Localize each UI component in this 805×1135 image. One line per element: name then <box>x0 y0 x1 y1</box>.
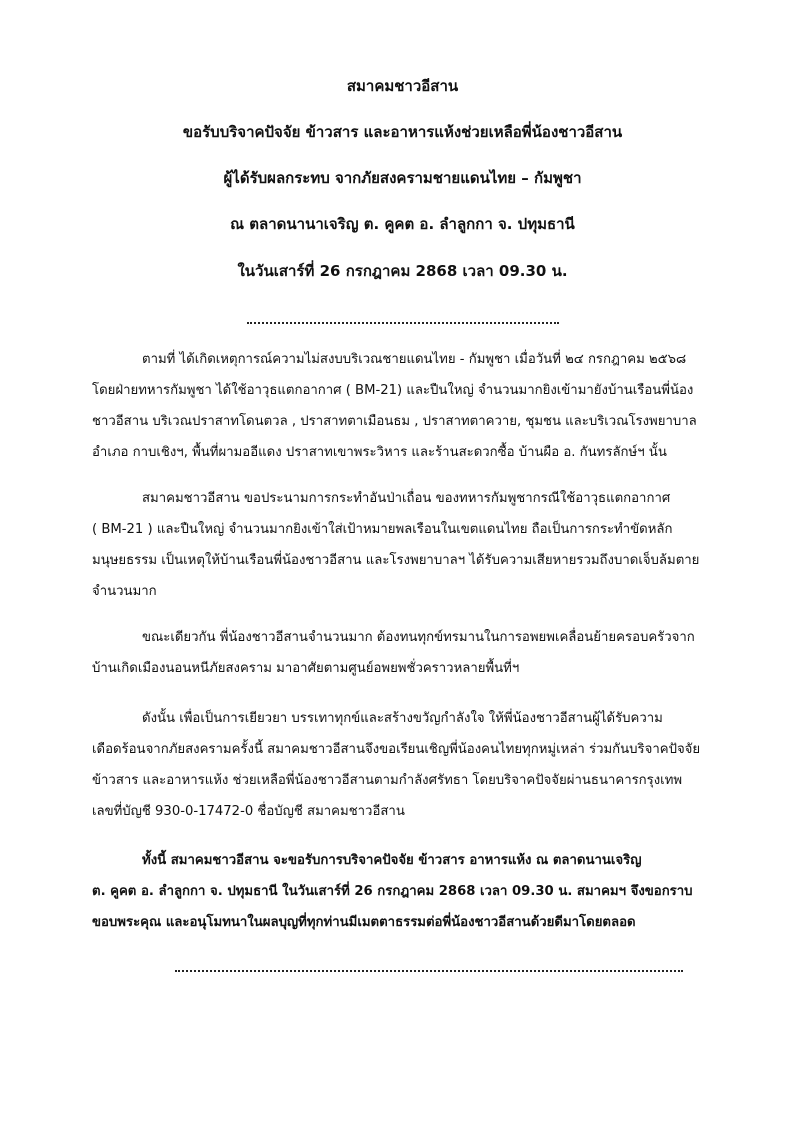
paragraph-line: จำนวนมาก <box>92 584 157 599</box>
organization-title: สมาคมชาวอีสาน <box>346 77 459 95</box>
bottom-dotted-divider <box>175 970 683 972</box>
paragraph-line: สมาคมชาวอีสาน ขอประนามการกระทำอันป่าเถื่อน ของทหารกัมพูชากรณีใช้อาวุธแตกอากาศ <box>142 491 671 506</box>
paragraph-condemnation <box>92 483 720 607</box>
bank-account-line: เลขที่บัญชี 930-0-17472-0 ชื่อบัญชี สมาคมชาวอีสาน <box>92 804 405 819</box>
paragraph-line: ตามที่ ได้เกิดเหตุการณ์ความไม่สงบบริเวณชายแดนไทย - กัมพูชา เมื่อวันที่ ๒๔ กรกฎาคม ๒๕๖๘ <box>142 352 687 367</box>
paragraph-line: ขอบพระคุณ และอนุโมทนาในผลบุญที่ทุกท่านมีเมตตาธรรมต่อพี่น้องชาวอีสานด้วยดีมาโดยตลอด <box>92 915 636 930</box>
appeal-title: ขอรับบริจาคปัจจัย ข้าวสาร และอาหารแห้งช่วยเหลือพี่น้องชาวอีสาน <box>182 123 623 141</box>
paragraph-donation-request <box>92 703 720 827</box>
paragraph-line: ดังนั้น เพื่อเป็นการเยียวยา บรรเทาทุกข์และสร้างขวัญกำลังใจ ให้พี่น้องชาวอีสานผู้ได้รับความ <box>142 711 663 726</box>
paragraph-line: บ้านเกิดเมืองนอนหนีภัยสงคราม มาอาศัยตามศูนย์อพยพชั่วคราวหลายพื้นที่ฯ <box>92 661 520 676</box>
paragraph-line: อำเภอ กาบเชิงฯ, พื้นที่ผามออีแดง ปราสาทเขาพระวิหาร และร้านสะดวกซื้อ บ้านผือ อ. กันทรลักษ์ฯ นั้น <box>92 445 667 460</box>
top-dotted-divider <box>247 322 559 324</box>
paragraph-closing <box>92 845 732 938</box>
paragraph-line: ขณะเดียวกัน พี่น้องชาวอีสานจำนวนมาก ต้องทนทุกข์ทรมานในการอพยพเคลื่อนย้ายครอบครัวจาก <box>142 630 695 645</box>
location-line: ณ ตลาดนานาเจริญ ต. คูคต อ. ลำลูกกา จ. ปทุมธานี <box>230 215 575 233</box>
paragraph-line: ต. คูคต อ. ลำลูกกา จ. ปทุมธานี ในวันเสาร์ที่ 26 กรกฎาคม 2868 เวลา 09.30 น. สมาคมฯ จึงขอกราบ <box>92 884 693 899</box>
paragraph-line: ชาวอีสาน บริเวณปราสาทโดนตวล , ปราสาทตาเมือนธม , ปราสาทตาควาย, ชุมชน และบริเวณโรงพยาบาล <box>92 414 697 429</box>
paragraph-line: ทั้งนี้ สมาคมชาวอีสาน จะขอรับการบริจาคปัจจัย ข้าวสาร อาหารแห้ง ณ ตลาดนานเจริญ <box>142 853 642 868</box>
paragraph-line: โดยฝ่ายทหารกัมพูชา ได้ใช้อาวุธแตกอากาศ ( BM-21) และปืนใหญ่ จำนวนมากยิงเข้ามายังบ้านเรือนพี่น้อง <box>92 383 694 398</box>
paragraph-incident <box>92 344 720 468</box>
paragraph-line: มนุษยธรรม เป็นเหตุให้บ้านเรือนพี่น้องชาวอีสาน และโรงพยาบาลฯ ได้รับความเสียหายรวมถึงบาดเจ็บล้มตาย <box>92 553 700 568</box>
affected-subtitle: ผู้ได้รับผลกระทบ จากภัยสงครามชายแดนไทย – กัมพูชา <box>223 169 582 187</box>
paragraph-evacuation <box>92 622 720 684</box>
paragraph-line: เดือดร้อนจากภัยสงครามครั้งนี้ สมาคมชาวอีสานจึงขอเรียนเชิญพี่น้องคนไทยทุกหมู่เหล่า ร่วมกันบริจาคปัจจัย <box>92 742 701 757</box>
paragraph-line: ( BM-21 ) และปืนใหญ่ จำนวนมากยิงเข้าใส่เป้าหมายพลเรือนในเขตแดนไทย ถือเป็นการกระทำขัดหลัก <box>92 522 673 537</box>
paragraph-line: ข้าวสาร และอาหารแห้ง ช่วยเหลือพี่น้องชาวอีสานตามกำลังศรัทธา โดยบริจาคปัจจัยผ่านธนาคารกรุงเทพ <box>92 773 683 788</box>
date-time-line: ในวันเสาร์ที่ 26 กรกฎาคม 2868 เวลา 09.30 น. <box>237 262 568 280</box>
